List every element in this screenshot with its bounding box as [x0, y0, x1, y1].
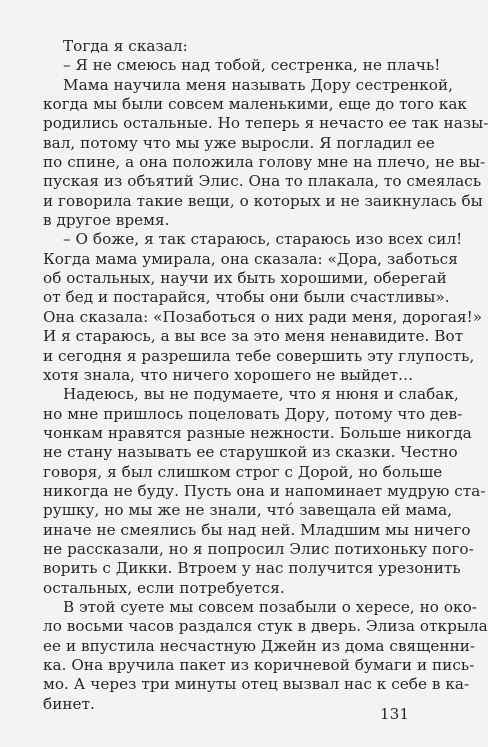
text-line: иначе не смеялись бы над ней. Младшим мы ничего [43, 520, 471, 539]
text-line: говоря, я был слишком строг с Дорой, но больше [43, 462, 443, 481]
text-line: вал, потому что мы уже выросли. Я погладил ее [43, 133, 435, 152]
text-line: Надеюсь, вы не подумаете, что я нюня и слабак, [63, 385, 459, 404]
text-line: Она сказала: «Позаботься о них ради меня, дорогая!» [43, 307, 483, 326]
text-line: мо. А через три минуты отец вызвал нас к себе в ка- [43, 675, 470, 694]
text-line: и сегодня я разрешила тебе совершить эту глупость, [43, 346, 475, 365]
text-line: но мне пришлось поцеловать Дору, потому что дев- [43, 404, 463, 423]
text-line: ка. Она вручила пакет из коричневой бумаги и пись- [43, 656, 475, 674]
text-line: В этой суете мы совсем позабыли о хересе, но око- [63, 597, 477, 616]
text-line: об остальных, научи их быть хорошими, оберегай [43, 269, 447, 288]
text-line: – Я не смеюсь над тобой, сестренка, не плачь! [63, 56, 441, 75]
text-line: никогда не буду. Пусть она и напоминает мудрую ста- [43, 481, 486, 500]
text-line: ворить с Дикки. Втроем у нас получится урезонить [43, 559, 461, 578]
text-line: пуская из объятий Элис. Она то плакала, то смеялась [43, 172, 482, 191]
text-line: Тогда я сказал: [63, 37, 188, 55]
text-line: И я стараюсь, а вы все за это меня ненавидите. Вот [43, 327, 464, 346]
text-line: в другое время. [43, 211, 170, 230]
text-line: по спине, а она положила голову мне на плечо, не вы- [43, 153, 486, 172]
text-line: Мама научила меня называть Дору сестренкой, [63, 75, 454, 94]
text-line: чонкам нравятся разные нежности. Больше никогда [43, 423, 472, 442]
page-number: 131 [380, 705, 410, 723]
text-line: родились остальные. Но теперь я нечасто ее так назы- [43, 114, 488, 133]
text-line: от бед и постарайся, чтобы они были счастливы». [43, 288, 450, 307]
text-line: ее и впустила несчастную Джейн из дома священни- [43, 636, 476, 655]
text-line: и говорила такие вещи, о которых и не заикнулась бы [43, 191, 483, 210]
text-line: бинет. [43, 694, 95, 713]
text-line: не стану называть ее старушкой из сказки. Честно [43, 443, 458, 462]
text-line: когда мы были совсем маленькими, еще до того как [43, 95, 467, 114]
text-line: хотя знала, что ничего хорошего не выйдет… [43, 365, 414, 384]
text-line: Когда мама умирала, она сказала: «Дора, заботься [43, 249, 458, 268]
text-line: ло восьми часов раздался стук в дверь. Элиза открыла [43, 617, 488, 636]
text-line: рушку, но мы же не знали, что́ завещала ей мама, [43, 501, 453, 520]
text-line: не рассказали, но я попросил Элис потихоньку пого- [43, 539, 474, 558]
text-line: – О боже, я так стараюсь, стараюсь изо всех сил! [63, 230, 463, 249]
text-line: остальных, если потребуется. [43, 578, 285, 597]
